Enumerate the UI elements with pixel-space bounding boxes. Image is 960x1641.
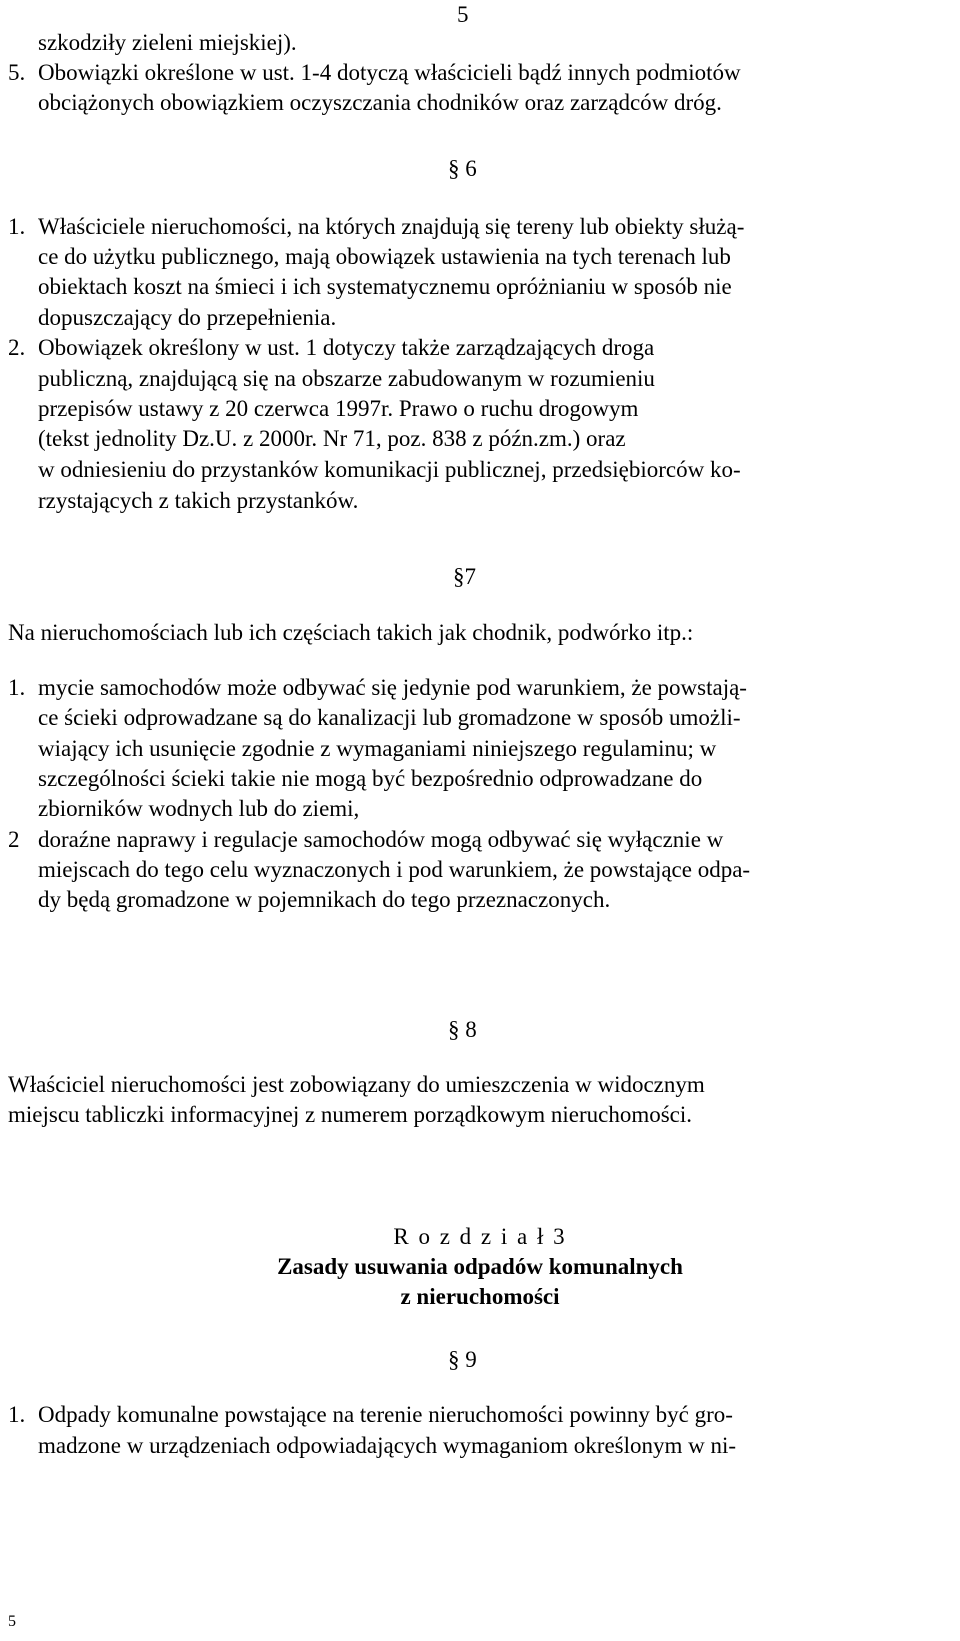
s7-i1-line: szczególności ścieki takie nie mogą być bezpośrednio odprowadzane do — [38, 766, 703, 791]
s6-p2-line: Obowiązek określony w ust. 1 dotyczy także zarządzających droga — [38, 335, 655, 360]
s6-p2-line: publiczną, znajdującą się na obszarze zabudowanym w rozumieniu — [38, 366, 655, 391]
item-number: 1. — [8, 675, 26, 700]
item-number: 1. — [8, 1402, 26, 1427]
item-number: 2 — [8, 827, 20, 852]
chapter-title-line: z nieruchomości — [400, 1284, 560, 1309]
chapter-title-line: Zasady usuwania odpadów komunalnych — [277, 1254, 683, 1279]
s6-p1-line: ce do użytku publicznego, mają obowiązek ustawienia na tych terenach lub — [38, 244, 731, 269]
s6-p2-line: (tekst jednolity Dz.U. z 2000r. Nr 71, poz. 838 z późn.zm.) oraz — [38, 426, 626, 451]
s6-p1-line: Właściciele nieruchomości, na których znajdują się tereny lub obiekty służą- — [38, 214, 745, 239]
intro-line: szkodziły zieleni miejskiej). — [38, 30, 297, 55]
s7-i2-line: doraźne naprawy i regulacje samochodów mogą odbywać się wyłącznie w — [38, 827, 724, 852]
intro-item5-line: obciążonych obowiązkiem oczyszczania chodników oraz zarządców dróg. — [38, 90, 722, 115]
footnote-number: 5 — [8, 1613, 16, 1630]
item-number: 5. — [8, 60, 26, 85]
s6-p1-line: obiektach koszt na śmieci i ich systematycznemu opróżnianiu w sposób nie — [38, 274, 732, 299]
section-heading-7: §7 — [453, 564, 476, 589]
s7-i1-line: wiający ich usunięcie zgodnie z wymaganiami niniejszego regulaminu; w — [38, 736, 717, 761]
item-number: 1. — [8, 214, 26, 239]
intro-item5-line: Obowiązki określone w ust. 1-4 dotyczą właścicieli bądź innych podmiotów — [38, 60, 741, 85]
section-heading-8: § 8 — [448, 1017, 477, 1042]
chapter-label: R o z d z i a ł 3 — [393, 1224, 567, 1249]
s6-p1-line: dopuszczający do przepełnienia. — [38, 305, 337, 330]
s9-p1-line: madzone w urządzeniach odpowiadających wymaganiom określonym w ni- — [38, 1433, 737, 1458]
s8-line: Właściciel nieruchomości jest zobowiązany do umieszczenia w widocznym — [8, 1072, 705, 1097]
item-number: 2. — [8, 335, 26, 360]
s6-p2-line: rzystających z takich przystanków. — [38, 488, 359, 513]
s7-i2-line: miejscach do tego celu wyznaczonych i pod warunkiem, że powstające odpa- — [38, 857, 751, 882]
s7-intro: Na nieruchomościach lub ich częściach takich jak chodnik, podwórko itp.: — [8, 620, 694, 645]
s9-p1-line: Odpady komunalne powstające na terenie nieruchomości powinny być gro- — [38, 1402, 733, 1427]
s7-i1-line: ce ścieki odprowadzane są do kanalizacji lub gromadzone w sposób umożli- — [38, 705, 741, 730]
section-heading-6: § 6 — [448, 156, 477, 181]
page-number-top: 5 — [457, 2, 469, 27]
s7-i1-line: mycie samochodów może odbywać się jedynie pod warunkiem, że powstają- — [38, 675, 747, 700]
s8-line: miejscu tabliczki informacyjnej z numerem porządkowym nieruchomości. — [8, 1102, 693, 1127]
s7-i1-line: zbiorników wodnych lub do ziemi, — [38, 796, 360, 821]
section-heading-9: § 9 — [448, 1347, 477, 1372]
s7-i2-line: dy będą gromadzone w pojemnikach do tego przeznaczonych. — [38, 887, 611, 912]
s6-p2-line: w odniesieniu do przystanków komunikacji publicznej, przedsiębiorców ko- — [38, 457, 741, 482]
s6-p2-line: przepisów ustawy z 20 czerwca 1997r. Prawo o ruchu drogowym — [38, 396, 639, 421]
